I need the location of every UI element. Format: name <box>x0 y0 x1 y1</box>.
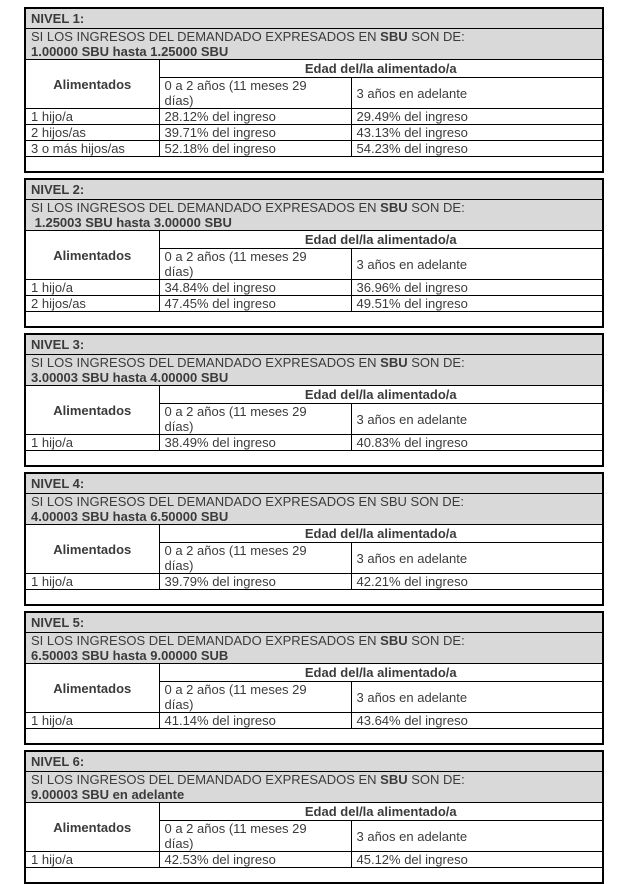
age-3plus-header: 3 años en adelante <box>356 689 468 705</box>
value-age-0-2-cell <box>159 141 351 157</box>
value-age-3plus-cell <box>351 296 603 312</box>
row-label-cell <box>25 296 159 312</box>
value-age-0-2-cell <box>159 296 351 312</box>
income-condition-prefix: SI LOS INGRESOS DEL DEMANDADO EXPRESADOS EN <box>31 355 381 370</box>
edad-header: Edad del/la alimentado/a <box>304 61 457 76</box>
row-label-cell <box>25 435 159 451</box>
level-title: NIVEL 4: <box>31 476 85 491</box>
sbu-abbr: SBU <box>380 200 408 215</box>
value-age-3plus-cell <box>351 280 603 296</box>
income-condition-row <box>25 494 603 525</box>
age-0-2-header-cell <box>159 682 351 713</box>
sbu-abbr: SBU <box>380 29 408 44</box>
alimentados-header: Alimentados <box>53 76 132 92</box>
edad-header-row <box>25 525 603 543</box>
edad-header: Edad del/la alimentado/a <box>304 232 457 247</box>
alimentados-data-row <box>25 141 603 157</box>
edad-header-cell <box>159 525 603 543</box>
level-title: NIVEL 6: <box>31 754 85 769</box>
value-age-0-2: 52.18% del ingreso <box>164 141 276 156</box>
value-age-0-2: 42.53% del ingreso <box>164 852 276 867</box>
age-0-2-header: 0 a 2 años (11 meses 29 días) <box>164 543 307 573</box>
value-age-3plus: 43.64% del ingreso <box>356 713 468 728</box>
row-label-cell <box>25 125 159 141</box>
value-age-0-2-cell <box>159 109 351 125</box>
level-title: NIVEL 3: <box>31 337 85 352</box>
empty-row-cell <box>25 868 603 884</box>
income-condition-row <box>25 29 603 60</box>
income-condition-text <box>31 355 597 370</box>
income-condition-suffix: SON DE: <box>407 355 465 370</box>
row-label: 3 o más hijos/as <box>31 141 125 156</box>
level-title-cell <box>25 612 603 633</box>
age-3plus-header-cell <box>351 682 603 713</box>
value-age-0-2: 39.71% del ingreso <box>164 125 276 140</box>
income-condition-cell <box>25 633 603 664</box>
income-condition-text <box>31 633 597 648</box>
income-range <box>31 215 597 230</box>
income-range <box>31 648 597 663</box>
row-label: 1 hijo/a <box>31 574 73 589</box>
age-3plus-header: 3 años en adelante <box>356 550 468 566</box>
level-title-row <box>25 334 603 355</box>
edad-header-cell <box>159 231 603 249</box>
value-age-0-2: 34.84% del ingreso <box>164 280 276 295</box>
value-age-3plus-cell <box>351 713 603 729</box>
income-condition-prefix: SI LOS INGRESOS DEL DEMANDADO EXPRESADOS EN <box>31 494 381 509</box>
value-age-0-2-cell <box>159 435 351 451</box>
empty-row <box>25 157 603 173</box>
row-label: 1 hijo/a <box>31 713 73 728</box>
empty-row <box>25 590 603 606</box>
alimentados-data-row <box>25 435 603 451</box>
edad-header-row <box>25 386 603 404</box>
level-title: NIVEL 1: <box>31 11 85 26</box>
age-0-2-header: 0 a 2 años (11 meses 29 días) <box>164 404 307 434</box>
sbu-abbr: SBU <box>380 355 408 370</box>
income-condition-text <box>31 29 597 44</box>
row-label-cell <box>25 852 159 868</box>
level-title-cell <box>25 334 603 355</box>
value-age-0-2-cell <box>159 852 351 868</box>
empty-row-cell <box>25 157 603 173</box>
age-0-2-header: 0 a 2 años (11 meses 29 días) <box>164 821 307 851</box>
level-title-row <box>25 612 603 633</box>
alimentados-header-cell <box>25 60 159 109</box>
edad-header: Edad del/la alimentado/a <box>304 665 457 680</box>
edad-header-row <box>25 803 603 821</box>
empty-row-cell <box>25 312 603 328</box>
level-title-row <box>25 473 603 494</box>
alimentados-header-cell <box>25 386 159 435</box>
alimentados-header: Alimentados <box>53 819 132 835</box>
age-3plus-header: 3 años en adelante <box>356 85 468 101</box>
income-condition-suffix: SON DE: <box>407 772 465 787</box>
value-age-3plus: 29.49% del ingreso <box>356 109 468 124</box>
age-0-2-header: 0 a 2 años (11 meses 29 días) <box>164 682 307 712</box>
value-age-0-2-cell <box>159 125 351 141</box>
value-age-3plus: 45.12% del ingreso <box>356 852 468 867</box>
sbu-abbr: SBU <box>380 772 408 787</box>
row-label: 1 hijo/a <box>31 280 73 295</box>
edad-header: Edad del/la alimentado/a <box>304 804 457 819</box>
income-condition-row <box>25 633 603 664</box>
alimentados-header-cell <box>25 231 159 280</box>
age-0-2-header: 0 a 2 años (11 meses 29 días) <box>164 249 307 279</box>
value-age-0-2-cell <box>159 713 351 729</box>
age-3plus-header: 3 años en adelante <box>356 828 468 844</box>
edad-header-cell <box>159 803 603 821</box>
empty-row-cell <box>25 729 603 745</box>
income-condition-cell <box>25 494 603 525</box>
age-0-2-header-cell <box>159 249 351 280</box>
row-label-cell <box>25 141 159 157</box>
income-condition-prefix: SI LOS INGRESOS DEL DEMANDADO EXPRESADOS EN <box>31 633 381 648</box>
value-age-3plus-cell <box>351 109 603 125</box>
edad-header-cell <box>159 60 603 78</box>
empty-row-cell <box>25 590 603 606</box>
income-range-text: 4.00003 SBU hasta 6.50000 SBU <box>31 509 229 524</box>
alimentados-header-cell <box>25 525 159 574</box>
row-label: 1 hijo/a <box>31 435 73 450</box>
row-label-cell <box>25 574 159 590</box>
value-age-3plus-cell <box>351 574 603 590</box>
empty-row <box>25 312 603 328</box>
level-title: NIVEL 2: <box>31 182 85 197</box>
edad-header-row <box>25 60 603 78</box>
empty-row <box>25 451 603 467</box>
level-title-cell <box>25 473 603 494</box>
nivel-table <box>24 7 604 173</box>
alimentados-header: Alimentados <box>53 247 132 263</box>
age-3plus-header: 3 años en adelante <box>356 256 468 272</box>
income-range <box>31 787 597 802</box>
age-3plus-header-cell <box>351 78 603 109</box>
value-age-3plus-cell <box>351 141 603 157</box>
edad-header-row <box>25 231 603 249</box>
nivel-table <box>24 333 604 467</box>
alimentados-data-row <box>25 713 603 729</box>
alimentados-data-row <box>25 280 603 296</box>
value-age-3plus: 43.13% del ingreso <box>356 125 468 140</box>
empty-row <box>25 868 603 884</box>
value-age-0-2-cell <box>159 574 351 590</box>
income-range-text: 9.00003 SBU en adelante <box>31 787 185 802</box>
empty-row <box>25 729 603 745</box>
row-label-cell <box>25 109 159 125</box>
income-condition-row <box>25 200 603 231</box>
income-range-text: 6.50003 SBU hasta 9.00000 SUB <box>31 648 229 663</box>
income-range <box>31 509 597 524</box>
value-age-0-2: 38.49% del ingreso <box>164 435 276 450</box>
nivel-table <box>24 178 604 328</box>
value-age-3plus: 42.21% del ingreso <box>356 574 468 589</box>
alimentados-header-cell <box>25 664 159 713</box>
value-age-3plus: 36.96% del ingreso <box>356 280 468 295</box>
edad-header: Edad del/la alimentado/a <box>304 387 457 402</box>
alimentados-header: Alimentados <box>53 680 132 696</box>
income-condition-prefix: SI LOS INGRESOS DEL DEMANDADO EXPRESADOS EN <box>31 772 381 787</box>
income-condition-cell <box>25 772 603 803</box>
income-condition-suffix: SON DE: <box>407 29 465 44</box>
age-0-2-header: 0 a 2 años (11 meses 29 días) <box>164 78 307 108</box>
income-condition-prefix: SI LOS INGRESOS DEL DEMANDADO EXPRESADOS EN <box>31 200 381 215</box>
level-title-row <box>25 179 603 200</box>
alimentados-header-cell <box>25 803 159 852</box>
income-range-text: 1.25003 SBU hasta 3.00000 SBU <box>31 215 232 230</box>
income-condition-suffix: SON DE: <box>406 494 464 509</box>
empty-row-cell <box>25 451 603 467</box>
income-range-text: 3.00003 SBU hasta 4.00000 SBU <box>31 370 229 385</box>
age-3plus-header-cell <box>351 821 603 852</box>
value-age-0-2: 47.45% del ingreso <box>164 296 276 311</box>
age-0-2-header-cell <box>159 404 351 435</box>
value-age-0-2: 28.12% del ingreso <box>164 109 276 124</box>
income-range-text: 1.00000 SBU hasta 1.25000 SBU <box>31 44 229 59</box>
edad-header-row <box>25 664 603 682</box>
level-title-cell <box>25 8 603 29</box>
income-condition-suffix: SON DE: <box>407 633 465 648</box>
value-age-3plus: 54.23% del ingreso <box>356 141 468 156</box>
level-title: NIVEL 5: <box>31 615 85 630</box>
value-age-3plus: 40.83% del ingreso <box>356 435 468 450</box>
income-condition-suffix: SON DE: <box>407 200 465 215</box>
age-3plus-header-cell <box>351 543 603 574</box>
row-label-cell <box>25 713 159 729</box>
row-label: 2 hijos/as <box>31 125 86 140</box>
age-3plus-header-cell <box>351 404 603 435</box>
value-age-0-2-cell <box>159 280 351 296</box>
edad-header-cell <box>159 386 603 404</box>
alimentados-header: Alimentados <box>53 402 132 418</box>
nivel-table <box>24 750 604 884</box>
value-age-3plus-cell <box>351 852 603 868</box>
nivel-table <box>24 611 604 745</box>
row-label: 1 hijo/a <box>31 109 73 124</box>
alimentados-data-row <box>25 125 603 141</box>
age-3plus-header: 3 años en adelante <box>356 411 468 427</box>
nivel-table <box>24 472 604 606</box>
row-label: 2 hijos/as <box>31 296 86 311</box>
sbu-abbr: SBU <box>380 494 407 509</box>
level-title-cell <box>25 751 603 772</box>
levels-container <box>24 7 618 884</box>
row-label: 1 hijo/a <box>31 852 73 867</box>
income-condition-row <box>25 772 603 803</box>
income-condition-text <box>31 494 597 509</box>
row-label-cell <box>25 280 159 296</box>
income-condition-cell <box>25 29 603 60</box>
income-range <box>31 44 597 59</box>
alimentados-data-row <box>25 852 603 868</box>
alimentados-data-row <box>25 109 603 125</box>
income-condition-text <box>31 200 597 215</box>
income-condition-cell <box>25 355 603 386</box>
value-age-3plus-cell <box>351 435 603 451</box>
sbu-abbr: SBU <box>380 633 408 648</box>
value-age-0-2: 41.14% del ingreso <box>164 713 276 728</box>
income-condition-cell <box>25 200 603 231</box>
income-condition-text <box>31 772 597 787</box>
age-0-2-header-cell <box>159 821 351 852</box>
alimentados-data-row <box>25 296 603 312</box>
alimentados-data-row <box>25 574 603 590</box>
income-range <box>31 370 597 385</box>
value-age-3plus: 49.51% del ingreso <box>356 296 468 311</box>
edad-header-cell <box>159 664 603 682</box>
age-3plus-header-cell <box>351 249 603 280</box>
level-title-row <box>25 8 603 29</box>
level-title-row <box>25 751 603 772</box>
income-condition-prefix: SI LOS INGRESOS DEL DEMANDADO EXPRESADOS EN <box>31 29 381 44</box>
value-age-0-2: 39.79% del ingreso <box>164 574 276 589</box>
edad-header: Edad del/la alimentado/a <box>304 526 457 541</box>
income-condition-row <box>25 355 603 386</box>
age-0-2-header-cell <box>159 78 351 109</box>
alimentados-header: Alimentados <box>53 541 132 557</box>
level-title-cell <box>25 179 603 200</box>
value-age-3plus-cell <box>351 125 603 141</box>
age-0-2-header-cell <box>159 543 351 574</box>
